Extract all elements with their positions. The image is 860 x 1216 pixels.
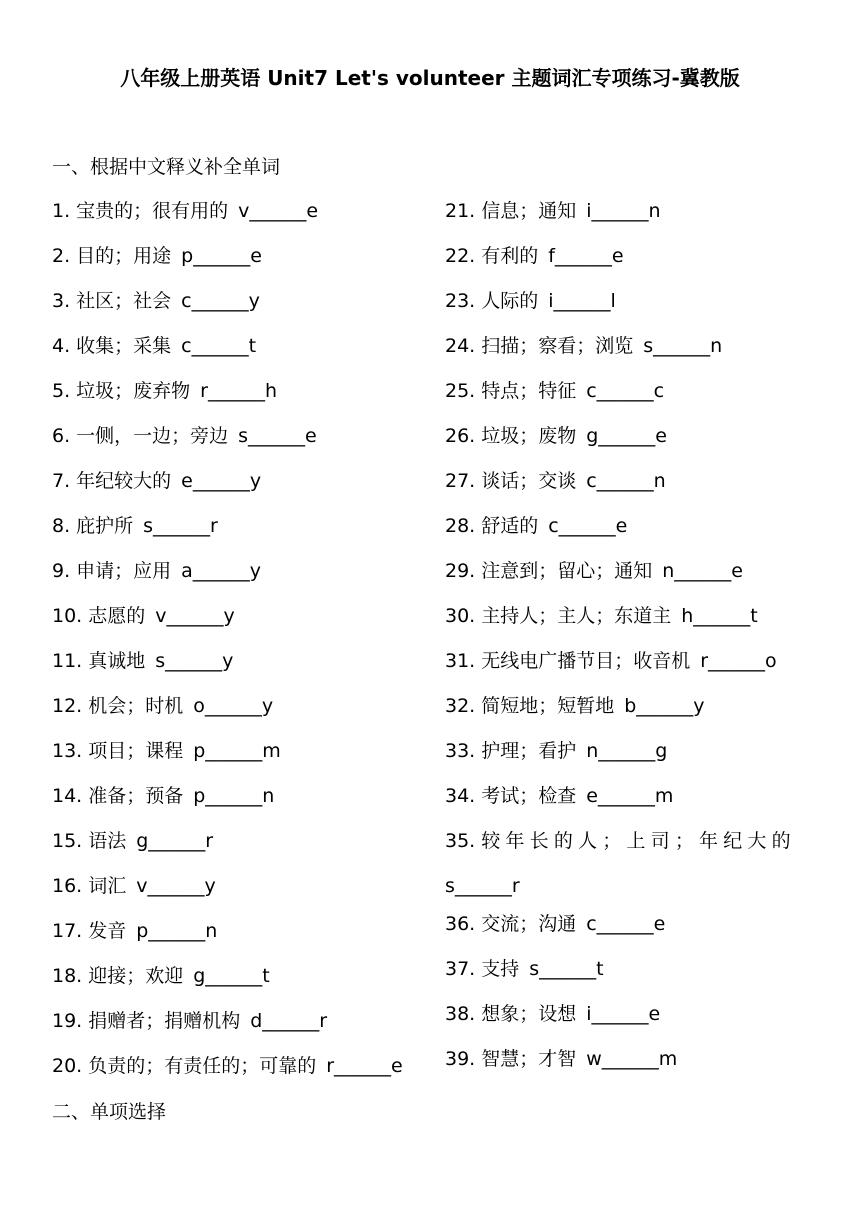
item-meaning: 信息；通知	[481, 200, 577, 222]
item-meaning: 项目；课程	[88, 740, 184, 762]
item-blank-hint: h______t	[681, 605, 758, 627]
item-blank-hint: i______e	[586, 1003, 661, 1025]
item-number: 6.	[52, 425, 71, 447]
item-blank-hint: s______r	[445, 875, 520, 897]
item-meaning: 庇护所	[76, 515, 134, 537]
vocab-item	[445, 331, 817, 376]
item-meaning: 较年长的人；上司；年纪大的	[481, 830, 796, 852]
vocab-item	[52, 646, 432, 691]
item-blank-hint: w______m	[586, 1048, 678, 1070]
item-blank-hint: s______t	[529, 958, 604, 980]
vocab-item	[52, 556, 432, 601]
item-blank-hint: v______e	[238, 200, 319, 222]
item-blank-hint: c______t	[181, 335, 257, 357]
item-blank-hint: e______m	[586, 785, 674, 807]
item-meaning: 机会；时机	[88, 695, 184, 717]
vocab-item	[445, 376, 817, 421]
item-meaning: 简短地；短暂地	[481, 695, 615, 717]
left-column	[52, 196, 432, 1096]
vocab-item	[445, 466, 817, 511]
item-meaning: 社区；社会	[76, 290, 172, 312]
item-blank-hint: o______y	[193, 695, 274, 717]
item-meaning: 语法	[88, 830, 127, 852]
item-meaning: 谈话；交谈	[481, 470, 577, 492]
item-meaning: 无线电广播节目；收音机	[481, 650, 691, 672]
vocab-item	[445, 736, 817, 781]
vocab-item	[445, 909, 817, 954]
item-blank-hint: c______e	[586, 913, 666, 935]
item-number: 39.	[445, 1048, 476, 1070]
vocab-item	[445, 601, 817, 646]
section-heading-fill-in: 一、根据中文释义补全单词	[52, 156, 281, 178]
item-meaning: 志愿的	[88, 605, 146, 627]
vocab-item	[52, 196, 432, 241]
item-number: 38.	[445, 1003, 476, 1025]
vocab-item	[445, 691, 817, 736]
item-meaning: 支持	[481, 958, 520, 980]
item-meaning: 扫描；察看；浏览	[481, 335, 634, 357]
item-blank-hint: r______h	[200, 380, 278, 402]
vocab-item	[445, 196, 817, 241]
item-blank-hint: r______e	[326, 1055, 403, 1077]
item-blank-hint: v______y	[155, 605, 235, 627]
item-blank-hint: c______c	[586, 380, 665, 402]
item-number: 25.	[445, 380, 476, 402]
item-meaning: 主持人；主人；东道主	[481, 605, 672, 627]
item-blank-hint: p______m	[193, 740, 281, 762]
item-meaning: 人际的	[481, 290, 539, 312]
item-meaning: 考试；检查	[481, 785, 577, 807]
item-blank-hint: p______n	[136, 920, 218, 942]
item-blank-hint: g______e	[586, 425, 667, 447]
vocab-item	[52, 241, 432, 286]
item-meaning: 准备；预备	[88, 785, 184, 807]
item-number: 9.	[52, 560, 71, 582]
item-blank-hint: s______y	[155, 650, 234, 672]
vocab-item	[445, 999, 817, 1044]
item-blank-hint: s______r	[143, 515, 218, 537]
vocab-item	[52, 331, 432, 376]
vocab-item	[445, 954, 817, 999]
item-meaning: 收集；采集	[76, 335, 172, 357]
item-blank-hint: e______y	[181, 470, 262, 492]
item-number: 24.	[445, 335, 476, 357]
vocab-item	[445, 646, 817, 691]
vocab-item	[52, 421, 432, 466]
item-number: 19.	[52, 1010, 83, 1032]
item-number: 2.	[52, 245, 71, 267]
item-blank-hint: n______e	[662, 560, 743, 582]
item-number: 26.	[445, 425, 476, 447]
vocab-item	[52, 376, 432, 421]
item-number: 12.	[52, 695, 83, 717]
item-number: 16.	[52, 875, 83, 897]
vocab-item	[52, 1051, 432, 1096]
item-meaning: 真诚地	[88, 650, 146, 672]
vocab-item	[445, 286, 817, 331]
item-number: 1.	[52, 200, 71, 222]
item-number: 21.	[445, 200, 476, 222]
item-meaning: 负责的；有责任的；可靠的	[88, 1055, 317, 1077]
item-blank-hint: s______n	[643, 335, 723, 357]
item-blank-hint: r______o	[700, 650, 777, 672]
item-meaning: 年纪较大的	[76, 470, 172, 492]
vocab-item	[445, 1044, 817, 1089]
item-number: 7.	[52, 470, 71, 492]
item-meaning: 垃圾；废物	[481, 425, 577, 447]
item-blank-hint: v______y	[136, 875, 216, 897]
item-meaning: 交流；沟通	[481, 913, 577, 935]
item-meaning: 申请；应用	[76, 560, 172, 582]
item-number: 31.	[445, 650, 476, 672]
vocab-item	[52, 511, 432, 556]
item-number: 20.	[52, 1055, 83, 1077]
item-meaning: 有利的	[481, 245, 539, 267]
section-heading-multiple-choice: 二、单项选择	[52, 1101, 167, 1123]
item-blank-hint: a______y	[181, 560, 262, 582]
item-number: 10.	[52, 605, 83, 627]
item-blank-hint: g______t	[193, 965, 270, 987]
item-blank-hint: i______n	[586, 200, 661, 222]
item-meaning: 捐赠者；捐赠机构	[88, 1010, 241, 1032]
item-meaning: 目的；用途	[76, 245, 172, 267]
item-number: 23.	[445, 290, 476, 312]
item-number: 18.	[52, 965, 83, 987]
item-blank-hint: i______l	[548, 290, 616, 312]
vocab-item	[52, 601, 432, 646]
item-number: 35.	[445, 830, 476, 852]
item-meaning: 注意到；留心；通知	[481, 560, 653, 582]
item-blank-hint: g______r	[136, 830, 214, 852]
item-number: 33.	[445, 740, 476, 762]
right-column	[445, 196, 817, 1089]
item-number: 11.	[52, 650, 83, 672]
item-number: 3.	[52, 290, 71, 312]
item-meaning: 词汇	[88, 875, 127, 897]
item-number: 37.	[445, 958, 476, 980]
item-blank-hint: p______e	[181, 245, 262, 267]
item-blank-hint: f______e	[548, 245, 624, 267]
item-number: 22.	[445, 245, 476, 267]
item-meaning: 一侧，一边；旁边	[76, 425, 229, 447]
item-number: 13.	[52, 740, 83, 762]
vocab-item	[52, 736, 432, 781]
item-number: 30.	[445, 605, 476, 627]
vocab-item	[52, 871, 432, 916]
vocab-item	[52, 691, 432, 736]
vocab-item	[445, 241, 817, 286]
item-meaning: 垃圾；废弃物	[76, 380, 191, 402]
item-number: 34.	[445, 785, 476, 807]
vocab-item	[445, 511, 817, 556]
item-number: 4.	[52, 335, 71, 357]
item-number: 27.	[445, 470, 476, 492]
item-blank-hint: n______g	[586, 740, 668, 762]
item-meaning: 特点；特征	[481, 380, 577, 402]
vocab-item	[52, 1006, 432, 1051]
item-blank-hint: b______y	[624, 695, 705, 717]
item-number: 17.	[52, 920, 83, 942]
item-meaning: 宝贵的；很有用的	[76, 200, 229, 222]
item-number: 14.	[52, 785, 83, 807]
item-meaning: 迎接；欢迎	[88, 965, 184, 987]
vocab-item	[52, 826, 432, 871]
item-blank-hint: c______n	[586, 470, 666, 492]
vocab-item	[52, 286, 432, 331]
vocab-item	[445, 819, 817, 909]
item-blank-hint: c______e	[548, 515, 628, 537]
page-title: 八年级上册英语 Unit7 Let's volunteer 主题词汇专项练习-冀教版	[120, 66, 740, 90]
item-blank-hint: s______e	[238, 425, 317, 447]
item-meaning: 智慧；才智	[481, 1048, 577, 1070]
item-number: 8.	[52, 515, 71, 537]
vocab-item	[52, 466, 432, 511]
item-meaning: 发音	[88, 920, 127, 942]
item-number: 5.	[52, 380, 71, 402]
vocab-item	[445, 421, 817, 466]
item-meaning: 护理；看护	[481, 740, 577, 762]
vocab-item	[52, 781, 432, 826]
vocab-item	[52, 916, 432, 961]
item-number: 29.	[445, 560, 476, 582]
item-number: 36.	[445, 913, 476, 935]
item-blank-hint: c______y	[181, 290, 260, 312]
item-number: 15.	[52, 830, 83, 852]
item-number: 32.	[445, 695, 476, 717]
item-blank-hint: p______n	[193, 785, 275, 807]
item-meaning: 舒适的	[481, 515, 539, 537]
item-number: 28.	[445, 515, 476, 537]
vocab-item	[445, 556, 817, 601]
item-blank-hint: d______r	[250, 1010, 328, 1032]
item-meaning: 想象；设想	[481, 1003, 577, 1025]
vocab-item	[52, 961, 432, 1006]
